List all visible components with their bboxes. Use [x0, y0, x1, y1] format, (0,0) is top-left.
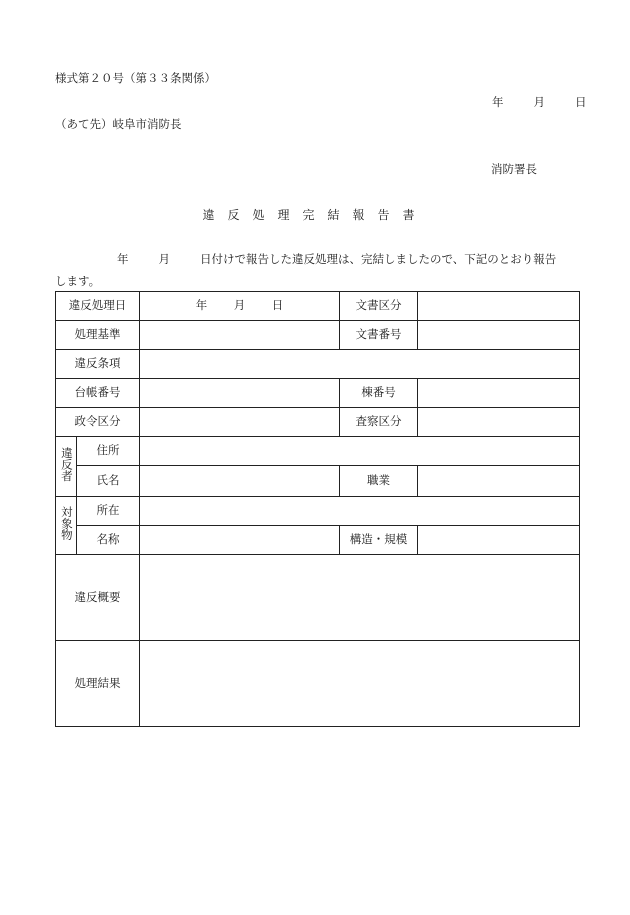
location-field[interactable]: [140, 497, 580, 526]
ordinance-field[interactable]: [140, 408, 340, 437]
violator-group-label: 違反者: [56, 437, 77, 497]
doc-category-label: 文書区分: [340, 292, 418, 321]
ledger-number-field[interactable]: [140, 379, 340, 408]
date-day: 日: [575, 95, 587, 109]
table-row: [56, 350, 580, 379]
result-field[interactable]: [140, 641, 580, 727]
violation-date-label: 違反処理日: [56, 292, 140, 321]
object-name-label: 名称: [77, 526, 140, 555]
object-name-field[interactable]: [140, 526, 340, 555]
violation-date-month: 月: [233, 298, 246, 313]
name-label: 氏名: [77, 466, 140, 497]
address-field[interactable]: [140, 437, 580, 466]
standard-field[interactable]: [140, 321, 340, 350]
name-field[interactable]: [140, 466, 340, 497]
report-date: [492, 94, 587, 110]
addressee: （あて先）岐阜市消防長: [55, 117, 182, 131]
intro-text: 日付けで報告した違反処理は、完結しましたので、下記のとおり報告: [200, 252, 557, 266]
inspection-field[interactable]: [418, 408, 580, 437]
violation-date-day: 日: [271, 298, 284, 313]
intro-line-1: [55, 251, 579, 267]
location-label: 所在: [77, 497, 140, 526]
document-title: 違反処理完結報告書: [202, 208, 428, 222]
table-row: [56, 408, 580, 437]
object-group-label: 対象物: [56, 497, 77, 555]
date-month: 月: [533, 95, 545, 109]
doc-category-field[interactable]: [418, 292, 580, 321]
building-number-label: 棟番号: [340, 379, 418, 408]
doc-number-field[interactable]: [418, 321, 580, 350]
building-number-field[interactable]: [418, 379, 580, 408]
intro-year: 年: [117, 252, 129, 266]
structure-label: 構造・規模: [340, 526, 418, 555]
table-row: [56, 379, 580, 408]
ledger-number-label: 台帳番号: [56, 379, 140, 408]
date-year: 年: [492, 95, 504, 109]
table-row: [56, 526, 580, 555]
summary-field[interactable]: [140, 555, 580, 641]
table-row: [56, 437, 580, 466]
table-row: [56, 466, 580, 497]
violation-date-field[interactable]: [140, 292, 340, 321]
article-label: 違反条項: [56, 350, 140, 379]
violation-date-year: 年: [195, 298, 208, 313]
intro-line-2: します。: [55, 274, 101, 288]
summary-label: 違反概要: [56, 555, 140, 641]
standard-label: 処理基準: [56, 321, 140, 350]
occupation-field[interactable]: [418, 466, 580, 497]
table-row: [56, 292, 580, 321]
address-label: 住所: [77, 437, 140, 466]
form-number: 様式第２０号（第３３条関係）: [55, 71, 216, 85]
doc-number-label: 文書番号: [340, 321, 418, 350]
sender: 消防署長: [491, 162, 537, 176]
table-row: [56, 641, 580, 727]
table-row: [56, 321, 580, 350]
report-table: [55, 291, 580, 727]
occupation-label: 職業: [340, 466, 418, 497]
result-label: 処理結果: [56, 641, 140, 727]
table-row: [56, 497, 580, 526]
inspection-label: 査察区分: [340, 408, 418, 437]
table-row: [56, 555, 580, 641]
article-field[interactable]: [140, 350, 580, 379]
intro-month: 月: [158, 252, 170, 266]
structure-field[interactable]: [418, 526, 580, 555]
ordinance-label: 政令区分: [56, 408, 140, 437]
